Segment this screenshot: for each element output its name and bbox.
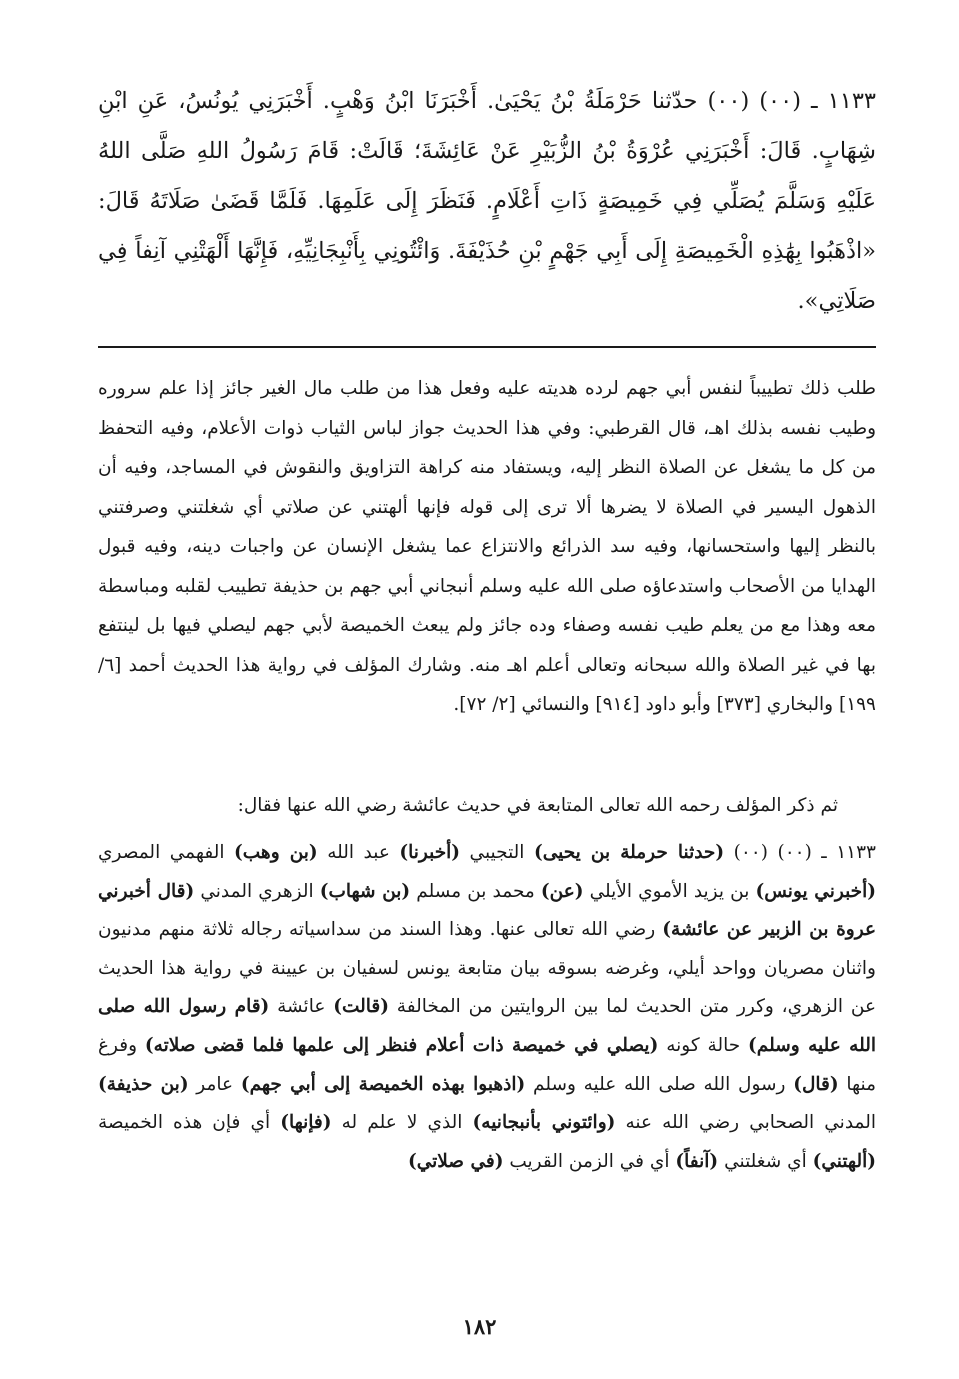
sharh-bold-segment: (عن) [540, 880, 584, 902]
sharh-segment: أي شغلتني [718, 1150, 813, 1172]
sharh-bold-segment: (قام رسول الله صلى الله عليه وسلم) [98, 996, 877, 1056]
sharh-bold-segment: (فإنها) [280, 1112, 332, 1134]
sharh-segment: عبد الله [317, 842, 400, 863]
sharh-segment: أي في الزمن القريب [503, 1150, 676, 1172]
page-number: ١٨٢ [462, 1314, 497, 1339]
sharh-bold-segment: (حدثنا حرملة بن يحيى) [533, 842, 725, 863]
sharh-number: ١١٣٣ ـ (٠٠) (٠٠) [724, 842, 876, 863]
sharh-segment: عائشة [269, 996, 334, 1018]
sharh-segment: الزهري المدني [194, 880, 320, 902]
sharh-segment: أي فإن هذه الخميصة [98, 1112, 281, 1134]
sharh-bold-segment: (أخبرنا) [399, 842, 461, 863]
sharh-bold-segment: (يصلي في خميصة ذات أعلام فنظر إلى علمها فلما قضى صلاته) [144, 1034, 659, 1056]
sharh-bold-segment: (اذهبوا بهذه الخميصة إلى أبي جهم) [240, 1073, 526, 1095]
sharh-segment: الفهمي المصري [98, 842, 235, 863]
sharh-segment: الذي لا علم له [331, 1112, 473, 1134]
sharh-bold-segment: (قال) [793, 1073, 839, 1095]
footnote-separator [98, 346, 876, 348]
sharh-bold-segment: (بن وهب) [234, 842, 318, 863]
commentary-text: طلب ذلك تطييباً لنفس أبي جهم لرده هديته عليه وفعل هذا من طلب مال الغير جائز إذا علم سروره وطيب نفسه بذلك اهـ، قال القرطبي: وفي هذا الحديث جواز لباس الثياب ذوات الأعلام، وفيه التحفظ من كل ما يشغل عن الصلاة النظر إليه، ويستفاد منه كراهة التزاويق والنقوش في المساجد، وفيه أن الذهول اليسير في الصلاة لا يضرها ألا ترى إلى قوله فإنها ألهتني عن صلاتي أي شغلتني وصرفتني بالنظر إليها واستحسانها، وفيه سد الذرائع والانتزاع عما يشغل الإنسان عن واجبات دينه، وفيه قبول الهدايا من الأصحاب واستدعاؤه صلى الله عليه وسلم أنبجاني أبي جهم بن حذيفة تطييب لقلبه ومباسطة معه وهذا مع من يعلم طيب نفسه وصفاء وده جائز ولم يبعث الخميصة لأبي جهم ليصلي فيها بل لينتفع بها في غير الصلاة والله سبحانه وتعالى أعلم اهـ منه. وشارك المؤلف في رواية هذا الحديث أحمد [٦/ ١٩٩] والبخاري [٣٧٣] وأبو داود [٩١٤] والنسائي [٢/ ٧٢]. [98, 378, 876, 715]
sharh-bold-segment: (آنفاً) [675, 1150, 719, 1172]
sharh-segment: حالة كونه [658, 1034, 749, 1056]
sharh-segment: وفرغ منها [98, 1034, 876, 1095]
sharh-segment: رسول الله صلى الله عليه وسلم [525, 1073, 794, 1095]
sharh-bold-segment: (في صلاتي) [407, 1150, 504, 1172]
sharh-bold-segment: (بن شهاب) [319, 880, 411, 902]
sharh-segment: محمد بن مسلم [410, 880, 541, 902]
sharh-bold-segment: (ألهتني) [812, 1150, 876, 1172]
transition-text: ثم ذكر المؤلف رحمه الله تعالى المتابعة في حديث عائشة رضي الله عنها فقال: [237, 795, 838, 816]
sharh-bold-segment: (قال أخبرني عروة بن الزبير عن عائشة) [98, 880, 876, 941]
sharh-bold-segment: (وائتوني بأنبجانيه) [472, 1112, 616, 1134]
sharh-segment: المدني الصحابي رضي الله عنه [615, 1112, 877, 1134]
sharh-segment: بن يزيد الأموي الأيلي [583, 880, 756, 902]
sharh-bold-segment: (قالت) [333, 996, 389, 1018]
sharh-text [98, 834, 876, 1181]
sharh-bold-segment: (بن حذيفة) [98, 1073, 189, 1095]
sharh-segment: رضي الله تعالى عنها. وهذا السند من سداسياته رجاله ثلاثة منهم مدنيون واثنان مصريان وواحد أيلي، وغرضه بسوقه بيان متابعة يونس لسفيان بن عيينة في رواية هذا الحديث عن الزهري، وكرر متن الحديث لما بين الروايتين من المخالفة [98, 919, 876, 1018]
sharh-segment: عامر [188, 1073, 241, 1095]
hadith-text: ١١٣٣ ـ (٠٠) (٠٠) حدّثنا حَرْمَلَةُ بْنُ يَحْيَىٰ. أَخْبَرَنَا ابْنُ وَهْبٍ. أَخْبَرَنِي يُونُسُ، عَنِ ابْنِ شِهَابٍ. قَالَ: أَخْبَرَنِي عُرْوَةُ بْنُ الزُّبَيْرِ عَنْ عَائِشَةَ؛ قَالَتْ: قَامَ رَسُولُ اللهِ صَلَّى اللهُ عَلَيْهِ وَسَلَّمَ يُصَلِّي فِي خَمِيصَةٍ ذَاتِ أَعْلَامٍ. فَنَظَرَ إِلَى عَلَمِهَا. فَلَمَّا قَضَىٰ صَلَاتَهُ قَالَ: «اذْهَبُوا بِهَٰذِهِ الْخَمِيصَةِ إِلَى أَبِي جَهْمٍ بْنِ حُذَيْفَةَ. وَائْتُونِي بِأَنْبِجَانِيِّهِ، فَإِنَّهَا أَلْهَتْنِي آنِفاً فِي صَلَاتِي». [98, 88, 876, 314]
sharh-segment: التجيبي [460, 842, 534, 863]
sharh-bold-segment: (أخبرني يونس) [755, 880, 876, 902]
